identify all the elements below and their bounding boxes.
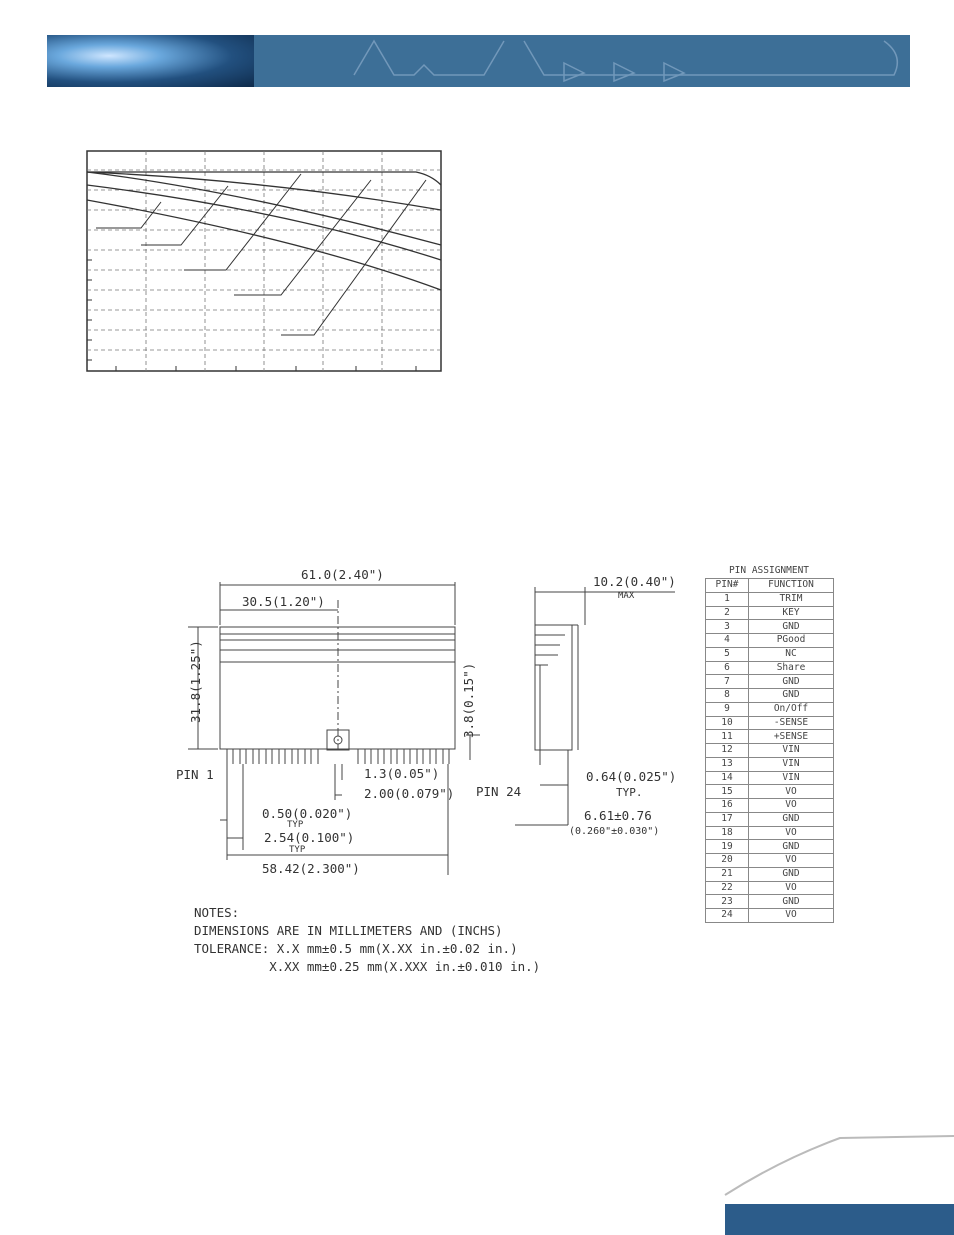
- notes-block: [194, 904, 540, 976]
- pin-table-title: PIN ASSIGNMENT: [728, 565, 810, 576]
- notes-line2: TOLERANCE: X.X mm±0.5 mm(X.XX in.±0.02 in.): [194, 941, 518, 956]
- footer-swoosh: [720, 1130, 954, 1210]
- pin-function: GND: [749, 675, 834, 689]
- table-row: [706, 744, 834, 758]
- table-row: [706, 812, 834, 826]
- dim-pin-width-note: TYP: [287, 820, 304, 830]
- dim-pin-width: 0.50(0.020"): [262, 806, 353, 821]
- notes-title: NOTES:: [194, 905, 240, 920]
- pin-function: NC: [749, 647, 834, 661]
- dim-pin-gap: 2.00(0.079"): [364, 786, 455, 801]
- table-row: [706, 716, 834, 730]
- pin-number: 2: [706, 606, 749, 620]
- pin-number: 8: [706, 689, 749, 703]
- pin-number: 22: [706, 881, 749, 895]
- dim-pin-span: 58.42(2.300"): [262, 861, 360, 876]
- table-row: [706, 799, 834, 813]
- table-row: [706, 895, 834, 909]
- derating-chart: [86, 150, 442, 372]
- label-pin24: PIN 24: [476, 784, 522, 799]
- dim-overall-width: 61.0(2.40"): [301, 567, 384, 582]
- pin-function: VO: [749, 909, 834, 923]
- dim-pin-offset: 1.3(0.05"): [364, 766, 440, 781]
- dim-lead-length: 6.61±0.76: [584, 808, 652, 823]
- pin-number: 5: [706, 647, 749, 661]
- pin-function: VO: [749, 826, 834, 840]
- pin-function: VIN: [749, 771, 834, 785]
- pin-number: 7: [706, 675, 749, 689]
- table-row: [706, 730, 834, 744]
- pin-function: VO: [749, 881, 834, 895]
- table-row: [706, 592, 834, 606]
- dim-half-width: 30.5(1.20"): [242, 594, 325, 609]
- pin-number: 13: [706, 757, 749, 771]
- side-view-drawing: [510, 575, 690, 835]
- table-row: [706, 909, 834, 923]
- table-row: [706, 647, 834, 661]
- table-row: [706, 785, 834, 799]
- pin-function: On/Off: [749, 702, 834, 716]
- pin-number: 14: [706, 771, 749, 785]
- dim-thickness-note: MAX: [618, 591, 635, 601]
- pin-function: VO: [749, 785, 834, 799]
- pin-function: GND: [749, 867, 834, 881]
- table-row: [706, 881, 834, 895]
- dim-height: 31.8(1.25"): [188, 640, 203, 723]
- table-row: [706, 675, 834, 689]
- pin-function: GND: [749, 895, 834, 909]
- pin-number: 23: [706, 895, 749, 909]
- notes-line3: X.XX mm±0.25 mm(X.XXX in.±0.010 in.): [194, 959, 541, 974]
- pin-table-header: [706, 579, 834, 593]
- pin-function: GND: [749, 620, 834, 634]
- table-row: [706, 606, 834, 620]
- chart-frame: [87, 151, 441, 371]
- table-row: [706, 826, 834, 840]
- pin-function: KEY: [749, 606, 834, 620]
- col-function: FUNCTION: [749, 579, 834, 593]
- pin-number: 11: [706, 730, 749, 744]
- table-row: [706, 661, 834, 675]
- table-row: [706, 840, 834, 854]
- dim-lead-length-in: (0.260"±0.030"): [569, 826, 660, 837]
- pin-number: 9: [706, 702, 749, 716]
- dim-pin-height: 3.8(0.15"): [461, 662, 476, 738]
- pin-number: 12: [706, 744, 749, 758]
- pin-number: 10: [706, 716, 749, 730]
- notes-line1: DIMENSIONS ARE IN MILLIMETERS AND (INCHS): [194, 923, 503, 938]
- pin-number: 15: [706, 785, 749, 799]
- pin-function: VO: [749, 799, 834, 813]
- pin-function: GND: [749, 689, 834, 703]
- pin-function: Share: [749, 661, 834, 675]
- pin-function: GND: [749, 840, 834, 854]
- label-pin1: PIN 1: [176, 767, 214, 782]
- side-body: [535, 625, 572, 750]
- pin-number: 21: [706, 867, 749, 881]
- pin-function: VIN: [749, 757, 834, 771]
- pin-number: 19: [706, 840, 749, 854]
- footer-bar: [725, 1204, 954, 1235]
- pin-number: 6: [706, 661, 749, 675]
- dim-lead-dia-note: TYP.: [616, 786, 643, 799]
- header-banner: [47, 35, 910, 87]
- pin-function: PGood: [749, 634, 834, 648]
- pin-number: 1: [706, 592, 749, 606]
- pin-number: 16: [706, 799, 749, 813]
- table-row: [706, 867, 834, 881]
- table-row: [706, 757, 834, 771]
- table-row: [706, 854, 834, 868]
- pin-function: TRIM: [749, 592, 834, 606]
- banner-decoration: [254, 35, 910, 87]
- col-pin: PIN#: [706, 579, 749, 593]
- table-row: [706, 771, 834, 785]
- table-row: [706, 620, 834, 634]
- pin-function: VO: [749, 854, 834, 868]
- table-row: [706, 689, 834, 703]
- table-row: [706, 634, 834, 648]
- pin-number: 24: [706, 909, 749, 923]
- pin-number: 20: [706, 854, 749, 868]
- pin-function: VIN: [749, 744, 834, 758]
- pin-function: +SENSE: [749, 730, 834, 744]
- pin-number: 4: [706, 634, 749, 648]
- pin-number: 17: [706, 812, 749, 826]
- pin-function: -SENSE: [749, 716, 834, 730]
- pin-assignment-table: [705, 578, 834, 923]
- pin-function: GND: [749, 812, 834, 826]
- dim-lead-dia: 0.64(0.025"): [586, 769, 677, 784]
- banner-image: [47, 35, 254, 87]
- pin-number: 18: [706, 826, 749, 840]
- dim-pin-pitch-note: TYP: [289, 845, 306, 855]
- pin-number: 3: [706, 620, 749, 634]
- table-row: [706, 702, 834, 716]
- dim-thickness: 10.2(0.40"): [593, 574, 676, 589]
- dim-pin-pitch: 2.54(0.100"): [264, 830, 355, 845]
